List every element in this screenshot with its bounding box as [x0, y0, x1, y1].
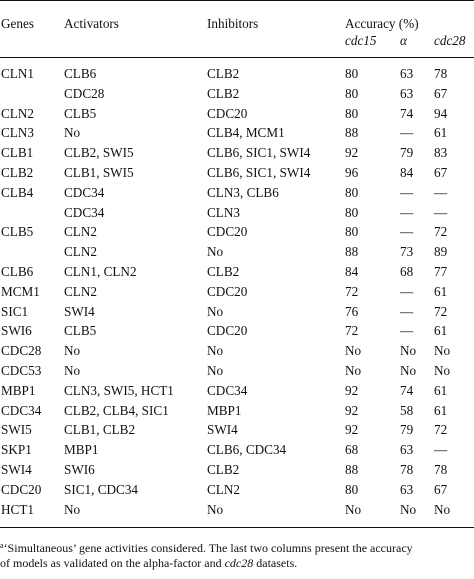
subheader-cdc28: cdc28: [434, 33, 466, 48]
cell-inhibitors: CLN3, CLB6: [207, 185, 279, 200]
cell-accuracy-alpha: 79: [400, 422, 414, 437]
cell-accuracy-alpha: —: [400, 323, 414, 338]
cell-gene: CLB6: [1, 264, 34, 279]
cell-inhibitors: CLB4, MCM1: [207, 125, 285, 140]
cell-activators: No: [64, 502, 81, 517]
cell-accuracy-alpha: 84: [400, 165, 414, 180]
cell-activators: MBP1: [64, 442, 99, 457]
table-header-rule: [0, 57, 474, 58]
cell-accuracy-cdc28: 61: [434, 383, 448, 398]
cell-accuracy-cdc28: 83: [434, 145, 448, 160]
cell-accuracy-cdc28: —: [434, 205, 448, 220]
cell-accuracy-cdc15: 80: [345, 482, 359, 497]
cell-accuracy-cdc28: 72: [434, 422, 448, 437]
cell-gene: CLN2: [1, 106, 34, 121]
cell-gene: CLN3: [1, 125, 34, 140]
cell-inhibitors: CLB2: [207, 86, 240, 101]
cell-accuracy-alpha: —: [400, 304, 414, 319]
cell-accuracy-cdc15: 84: [345, 264, 359, 279]
cell-inhibitors: CDC20: [207, 284, 248, 299]
cell-accuracy-cdc15: No: [345, 363, 362, 378]
cell-inhibitors: CLB2: [207, 264, 240, 279]
cell-accuracy-cdc28: 61: [434, 284, 448, 299]
cell-accuracy-cdc15: 88: [345, 125, 359, 140]
cell-activators: No: [64, 363, 81, 378]
cell-activators: SWI6: [64, 462, 95, 477]
cell-accuracy-cdc15: 80: [345, 185, 359, 200]
cell-activators: SWI4: [64, 304, 95, 319]
cell-accuracy-alpha: —: [400, 125, 414, 140]
cell-inhibitors: No: [207, 343, 224, 358]
cell-accuracy-cdc28: 94: [434, 106, 448, 121]
cell-gene: CLB4: [1, 185, 34, 200]
cell-inhibitors: CLB2: [207, 66, 240, 81]
cell-accuracy-cdc15: No: [345, 343, 362, 358]
cell-accuracy-alpha: 63: [400, 66, 414, 81]
cell-gene: CLB5: [1, 224, 34, 239]
cell-activators: CLB1, SWI5: [64, 165, 134, 180]
table-bottom-rule: [0, 527, 474, 528]
cell-accuracy-alpha: —: [400, 185, 414, 200]
cell-accuracy-alpha: —: [400, 224, 414, 239]
cell-accuracy-cdc15: 68: [345, 442, 359, 457]
footnote-line-2: [0, 556, 474, 571]
cell-gene: CLB2: [1, 165, 34, 180]
cell-gene: SWI5: [1, 422, 32, 437]
cell-accuracy-cdc28: 61: [434, 403, 448, 418]
cell-accuracy-cdc28: 72: [434, 224, 448, 239]
cell-activators: CDC28: [64, 86, 105, 101]
cell-accuracy-alpha: 68: [400, 264, 414, 279]
cell-accuracy-alpha: No: [400, 363, 417, 378]
cell-inhibitors: CLB6, CDC34: [207, 442, 287, 457]
cell-accuracy-cdc28: 78: [434, 462, 448, 477]
cell-accuracy-cdc15: 80: [345, 106, 359, 121]
cell-inhibitors: No: [207, 502, 224, 517]
cell-activators: CLB5: [64, 323, 97, 338]
cell-accuracy-alpha: 73: [400, 244, 414, 259]
col-header-accuracy: Accuracy (%): [345, 16, 419, 31]
cell-gene: SWI4: [1, 462, 32, 477]
cell-accuracy-cdc28: —: [434, 442, 448, 457]
cell-accuracy-cdc15: No: [345, 502, 362, 517]
cell-accuracy-cdc15: 80: [345, 224, 359, 239]
cell-activators: CLN2: [64, 284, 97, 299]
cell-accuracy-cdc15: 96: [345, 165, 359, 180]
cell-inhibitors: CDC20: [207, 106, 248, 121]
cell-activators: CLN2: [64, 224, 97, 239]
cell-accuracy-cdc15: 92: [345, 422, 359, 437]
cell-accuracy-cdc28: No: [434, 502, 451, 517]
cell-accuracy-cdc28: —: [434, 185, 448, 200]
cell-inhibitors: CLB6, SIC1, SWI4: [207, 145, 311, 160]
cell-inhibitors: SWI4: [207, 422, 238, 437]
cell-accuracy-cdc15: 72: [345, 323, 359, 338]
cell-gene: SIC1: [1, 304, 29, 319]
cell-accuracy-cdc15: 92: [345, 145, 359, 160]
cell-accuracy-alpha: —: [400, 205, 414, 220]
cell-activators: CLN2: [64, 244, 97, 259]
table-footnote: [0, 538, 474, 571]
cell-accuracy-cdc28: 78: [434, 66, 448, 81]
cell-activators: CLB6: [64, 66, 97, 81]
cell-accuracy-alpha: 58: [400, 403, 414, 418]
cell-activators: SIC1, CDC34: [64, 482, 139, 497]
cell-inhibitors: CDC20: [207, 224, 248, 239]
cell-activators: CLN1, CLN2: [64, 264, 137, 279]
cell-accuracy-alpha: 74: [400, 106, 414, 121]
cell-accuracy-cdc28: No: [434, 343, 451, 358]
cell-accuracy-alpha: 79: [400, 145, 414, 160]
cell-accuracy-alpha: —: [400, 284, 414, 299]
cell-inhibitors: No: [207, 304, 224, 319]
cell-activators: CDC34: [64, 205, 105, 220]
cell-accuracy-cdc15: 72: [345, 284, 359, 299]
cell-activators: CLN3, SWI5, HCT1: [64, 383, 174, 398]
cell-inhibitors: CDC34: [207, 383, 248, 398]
cell-gene: CDC20: [1, 482, 42, 497]
table-top-rule: [0, 0, 474, 1]
cell-accuracy-alpha: 74: [400, 383, 414, 398]
cell-accuracy-cdc28: 77: [434, 264, 448, 279]
col-header-activators: Activators: [64, 16, 119, 31]
col-header-inhibitors: Inhibitors: [207, 16, 259, 31]
cell-activators: CLB2, SWI5: [64, 145, 134, 160]
footnote-text-1: ‘Simultaneous’ gene activities considered. The last two columns present the accuracy: [3, 541, 413, 555]
cell-accuracy-alpha: 78: [400, 462, 414, 477]
footnote-mark: a: [0, 541, 4, 550]
cell-accuracy-cdc15: 92: [345, 383, 359, 398]
cell-gene: CDC53: [1, 363, 42, 378]
footnote-text-2b: cdc28: [224, 556, 254, 570]
cell-activators: CDC34: [64, 185, 105, 200]
cell-gene: MBP1: [1, 383, 36, 398]
cell-accuracy-cdc15: 80: [345, 86, 359, 101]
cell-gene: HCT1: [1, 502, 34, 517]
cell-accuracy-cdc28: No: [434, 363, 451, 378]
cell-accuracy-cdc28: 67: [434, 86, 448, 101]
footnote-text-2a: of models as validated on the alpha-factor and: [0, 556, 225, 570]
cell-inhibitors: CDC20: [207, 323, 248, 338]
cell-accuracy-cdc15: 80: [345, 66, 359, 81]
footnote-text-2c: datasets.: [253, 556, 298, 570]
cell-accuracy-alpha: No: [400, 502, 417, 517]
cell-gene: CLN1: [1, 66, 34, 81]
cell-gene: SKP1: [1, 442, 32, 457]
cell-activators: CLB5: [64, 106, 97, 121]
cell-accuracy-cdc15: 76: [345, 304, 359, 319]
cell-activators: No: [64, 343, 81, 358]
cell-accuracy-alpha: 63: [400, 442, 414, 457]
cell-gene: SWI6: [1, 323, 32, 338]
cell-gene: MCM1: [1, 284, 40, 299]
cell-gene: CDC28: [1, 343, 42, 358]
cell-activators: No: [64, 125, 81, 140]
cell-inhibitors: No: [207, 363, 224, 378]
cell-inhibitors: No: [207, 244, 224, 259]
col-header-genes: Genes: [1, 16, 34, 31]
cell-accuracy-cdc15: 88: [345, 244, 359, 259]
cell-gene: CDC34: [1, 403, 42, 418]
cell-accuracy-cdc28: 61: [434, 323, 448, 338]
cell-accuracy-alpha: 63: [400, 482, 414, 497]
cell-inhibitors: CLB2: [207, 462, 240, 477]
cell-accuracy-alpha: No: [400, 343, 417, 358]
subheader-alpha: α: [400, 33, 407, 48]
cell-accuracy-cdc15: 80: [345, 205, 359, 220]
cell-accuracy-cdc15: 92: [345, 403, 359, 418]
cell-accuracy-cdc28: 61: [434, 125, 448, 140]
cell-inhibitors: CLN2: [207, 482, 240, 497]
cell-inhibitors: CLN3: [207, 205, 240, 220]
cell-accuracy-cdc28: 72: [434, 304, 448, 319]
cell-gene: CLB1: [1, 145, 34, 160]
cell-accuracy-cdc15: 88: [345, 462, 359, 477]
cell-accuracy-alpha: 63: [400, 86, 414, 101]
footnote-line-1: [0, 538, 474, 556]
cell-activators: CLB2, CLB4, SIC1: [64, 403, 169, 418]
cell-accuracy-cdc28: 67: [434, 482, 448, 497]
cell-accuracy-cdc28: 89: [434, 244, 448, 259]
cell-accuracy-cdc28: 67: [434, 165, 448, 180]
cell-inhibitors: CLB6, SIC1, SWI4: [207, 165, 311, 180]
subheader-cdc15: cdc15: [345, 33, 377, 48]
cell-activators: CLB1, CLB2: [64, 422, 136, 437]
cell-inhibitors: MBP1: [207, 403, 242, 418]
